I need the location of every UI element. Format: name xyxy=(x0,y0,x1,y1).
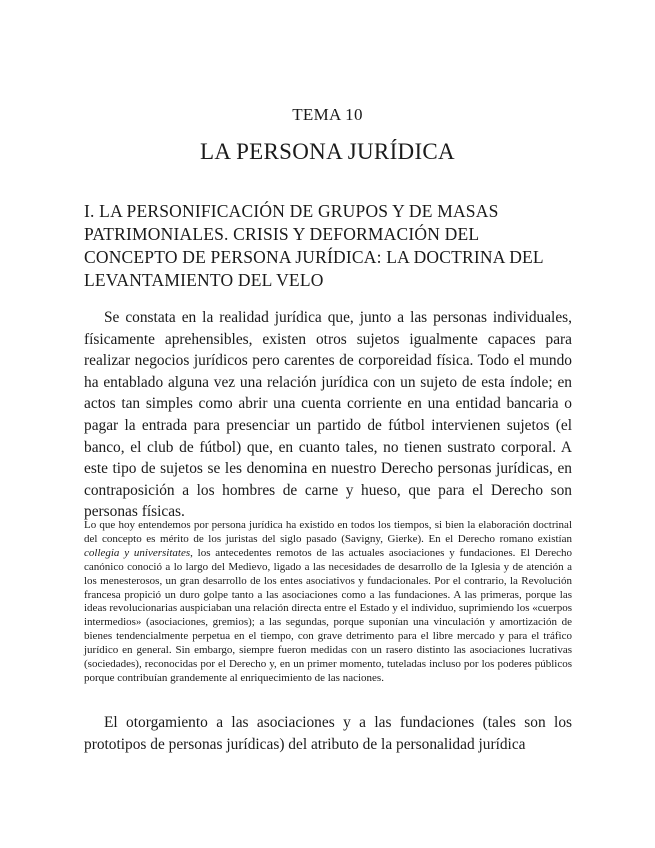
section-heading: I. LA PERSONIFICACIÓN DE GRUPOS Y DE MASAS PATRIMONIALES. CRISIS Y DEFORMACIÓN DEL CONCEPTO DE PERSONA JURÍDICA: LA DOCTRINA DEL LEVANTAMIENTO DEL VELO xyxy=(84,201,544,290)
chapter-number: TEMA 10 xyxy=(292,105,363,124)
body-paragraph-2: El otorgamiento a las asociaciones y a las fundaciones (tales son los prototipos de personas jurídicas) del atributo de la personalidad jurídica xyxy=(84,714,572,753)
historical-note xyxy=(84,519,572,686)
body-paragraph-1: Se constata en la realidad jurídica que, junto a las personas individuales, físicamente aprehensibles, existen otros sujetos igualmente capaces para realizar negocios jurídicos pero carentes de corporeidad física. Todo el mundo ha entablado alguna vez una relación jurídica con un sujeto de esta índole; en actos tan simples como abrir una cuenta corriente en una entidad bancaria o pagar la entrada para presenciar un partido de fútbol intervienen sujetos (el banco, el club de fútbol) que, en cuanto tales, no tienen sustrato corporal. A este tipo de sujetos se les denomina en nuestro Derecho personas jurídicas, en contraposición a los hombres de carne y hueso, que para el Derecho son personas físicas. xyxy=(84,309,572,521)
chapter-title: LA PERSONA JURÍDICA xyxy=(200,139,455,164)
note-text-1: Lo que hoy entendemos por persona jurídica ha existido en todos los tiempos, si bien la elaboración doctrinal del concepto es mérito de los juristas del siglo pasado (Savigny, Gierke). En el Derecho romano existían xyxy=(84,519,572,545)
note-text-2: , los antecedentes remotos de las actuales asociaciones y fundaciones. El Derecho canónico conoció a lo largo del Medievo, ligado a las necesidades de desarrollo de la Iglesia y de atención a los menesterosos, un gran desarrollo de los entes asociativos y fundacionales. Por el contrario, la Revolución francesa propició un duro golpe tanto a las asociaciones como a las fundaciones. A las primeras, porque las ideas revolucionarias auspiciaban una relación directa entre el Estado y el individuo, suprimiendo los «cuerpos intermedios» (asociaciones, gremios); a las segundas, porque suponían una vinculación y amortización de bienes tendencialmente perpetua en el tiempo, con grave detrimento para el libre mercado y para el tráfico jurídico en general. Sin embargo, siempre fueron medidas con un rasero distinto las asociaciones lucrativas (sociedades), reconocidas por el Derecho y, en un primer momento, tuteladas incluso por los poderes públicos porque contribuían grandemente al enriquecimiento de las naciones. xyxy=(84,546,573,684)
note-italic-term: collegia y universitates xyxy=(84,546,191,559)
